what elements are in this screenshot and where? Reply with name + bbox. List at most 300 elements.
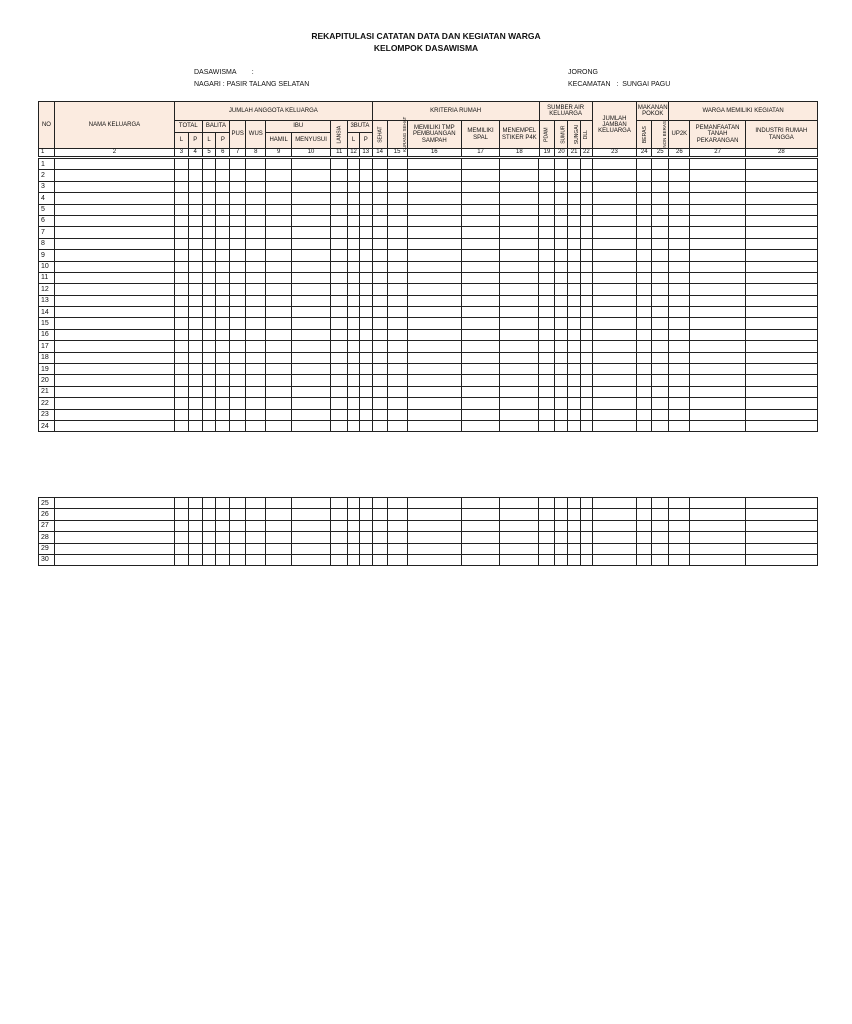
data-cell[interactable] <box>407 181 461 192</box>
data-cell[interactable] <box>291 364 330 375</box>
data-cell[interactable] <box>175 272 189 283</box>
data-cell[interactable] <box>461 159 499 170</box>
data-cell[interactable] <box>690 204 745 215</box>
data-cell[interactable] <box>669 170 690 181</box>
data-cell[interactable] <box>202 386 216 397</box>
data-cell[interactable] <box>175 420 189 431</box>
data-cell[interactable] <box>246 498 266 509</box>
data-cell[interactable] <box>372 181 387 192</box>
data-cell[interactable] <box>387 329 407 340</box>
data-cell[interactable] <box>216 318 230 329</box>
data-cell[interactable] <box>745 193 817 204</box>
data-cell[interactable] <box>690 420 745 431</box>
data-cell[interactable] <box>54 159 174 170</box>
data-cell[interactable] <box>348 215 360 226</box>
data-cell[interactable] <box>407 295 461 306</box>
data-cell[interactable] <box>652 215 669 226</box>
data-cell[interactable] <box>407 409 461 420</box>
data-cell[interactable] <box>372 227 387 238</box>
data-cell[interactable] <box>359 375 372 386</box>
data-cell[interactable] <box>387 532 407 543</box>
data-cell[interactable] <box>291 554 330 565</box>
data-cell[interactable] <box>266 227 292 238</box>
data-cell[interactable] <box>348 227 360 238</box>
data-cell[interactable] <box>745 498 817 509</box>
data-cell[interactable] <box>690 329 745 340</box>
data-cell[interactable] <box>652 227 669 238</box>
data-cell[interactable] <box>592 352 637 363</box>
data-cell[interactable] <box>54 318 174 329</box>
data-cell[interactable] <box>348 295 360 306</box>
data-cell[interactable] <box>637 352 652 363</box>
data-cell[interactable] <box>246 170 266 181</box>
data-cell[interactable] <box>690 181 745 192</box>
data-cell[interactable] <box>555 409 568 420</box>
data-cell[interactable] <box>387 520 407 531</box>
data-cell[interactable] <box>745 554 817 565</box>
data-cell[interactable] <box>580 318 592 329</box>
data-cell[interactable] <box>407 193 461 204</box>
data-cell[interactable] <box>745 204 817 215</box>
data-cell[interactable] <box>568 181 581 192</box>
data-cell[interactable] <box>461 318 499 329</box>
data-cell[interactable] <box>745 170 817 181</box>
data-cell[interactable] <box>500 318 539 329</box>
data-cell[interactable] <box>266 420 292 431</box>
data-cell[interactable] <box>407 352 461 363</box>
data-cell[interactable] <box>500 261 539 272</box>
data-cell[interactable] <box>175 227 189 238</box>
data-cell[interactable] <box>555 159 568 170</box>
data-cell[interactable] <box>580 543 592 554</box>
data-cell[interactable] <box>246 409 266 420</box>
data-cell[interactable] <box>500 181 539 192</box>
data-cell[interactable] <box>188 352 202 363</box>
data-cell[interactable] <box>202 341 216 352</box>
data-cell[interactable] <box>652 352 669 363</box>
data-cell[interactable] <box>175 284 189 295</box>
data-cell[interactable] <box>580 364 592 375</box>
data-cell[interactable] <box>580 170 592 181</box>
data-cell[interactable] <box>745 398 817 409</box>
data-cell[interactable] <box>331 520 348 531</box>
data-cell[interactable] <box>202 520 216 531</box>
data-cell[interactable] <box>230 159 246 170</box>
data-cell[interactable] <box>568 159 581 170</box>
data-cell[interactable] <box>291 341 330 352</box>
data-cell[interactable] <box>387 204 407 215</box>
data-cell[interactable] <box>359 181 372 192</box>
data-cell[interactable] <box>745 238 817 249</box>
data-cell[interactable] <box>331 181 348 192</box>
data-cell[interactable] <box>539 261 555 272</box>
data-cell[interactable] <box>54 509 174 520</box>
data-cell[interactable] <box>500 364 539 375</box>
data-cell[interactable] <box>637 204 652 215</box>
data-cell[interactable] <box>555 307 568 318</box>
data-cell[interactable] <box>745 543 817 554</box>
data-cell[interactable] <box>690 543 745 554</box>
data-cell[interactable] <box>230 520 246 531</box>
data-cell[interactable] <box>555 375 568 386</box>
data-cell[interactable] <box>539 420 555 431</box>
data-cell[interactable] <box>500 386 539 397</box>
data-cell[interactable] <box>291 204 330 215</box>
data-cell[interactable] <box>387 159 407 170</box>
data-cell[interactable] <box>331 284 348 295</box>
data-cell[interactable] <box>637 543 652 554</box>
data-cell[interactable] <box>652 159 669 170</box>
data-cell[interactable] <box>246 227 266 238</box>
data-cell[interactable] <box>188 420 202 431</box>
data-cell[interactable] <box>652 520 669 531</box>
data-cell[interactable] <box>539 543 555 554</box>
data-cell[interactable] <box>331 272 348 283</box>
data-cell[interactable] <box>637 170 652 181</box>
data-cell[interactable] <box>669 329 690 340</box>
data-cell[interactable] <box>216 238 230 249</box>
data-cell[interactable] <box>592 520 637 531</box>
data-cell[interactable] <box>652 250 669 261</box>
data-cell[interactable] <box>690 509 745 520</box>
data-cell[interactable] <box>359 364 372 375</box>
data-cell[interactable] <box>359 250 372 261</box>
data-cell[interactable] <box>331 341 348 352</box>
data-cell[interactable] <box>175 170 189 181</box>
data-cell[interactable] <box>266 250 292 261</box>
data-cell[interactable] <box>188 284 202 295</box>
data-cell[interactable] <box>230 532 246 543</box>
data-cell[interactable] <box>331 307 348 318</box>
data-cell[interactable] <box>246 159 266 170</box>
data-cell[interactable] <box>216 204 230 215</box>
data-cell[interactable] <box>500 159 539 170</box>
data-cell[interactable] <box>500 352 539 363</box>
data-cell[interactable] <box>580 204 592 215</box>
data-cell[interactable] <box>592 170 637 181</box>
data-cell[interactable] <box>555 364 568 375</box>
data-cell[interactable] <box>202 170 216 181</box>
data-cell[interactable] <box>745 307 817 318</box>
data-cell[interactable] <box>745 250 817 261</box>
data-cell[interactable] <box>652 284 669 295</box>
data-cell[interactable] <box>372 386 387 397</box>
data-cell[interactable] <box>188 250 202 261</box>
data-cell[interactable] <box>461 204 499 215</box>
data-cell[interactable] <box>580 272 592 283</box>
data-cell[interactable] <box>216 272 230 283</box>
data-cell[interactable] <box>188 227 202 238</box>
data-cell[interactable] <box>592 420 637 431</box>
data-cell[interactable] <box>54 284 174 295</box>
data-cell[interactable] <box>202 554 216 565</box>
data-cell[interactable] <box>216 509 230 520</box>
data-cell[interactable] <box>407 509 461 520</box>
data-cell[interactable] <box>652 307 669 318</box>
data-cell[interactable] <box>331 532 348 543</box>
data-cell[interactable] <box>580 498 592 509</box>
data-cell[interactable] <box>348 409 360 420</box>
data-cell[interactable] <box>372 261 387 272</box>
data-cell[interactable] <box>461 341 499 352</box>
data-cell[interactable] <box>539 170 555 181</box>
data-cell[interactable] <box>188 181 202 192</box>
data-cell[interactable] <box>555 543 568 554</box>
data-cell[interactable] <box>387 352 407 363</box>
data-cell[interactable] <box>216 159 230 170</box>
data-cell[interactable] <box>291 386 330 397</box>
data-cell[interactable] <box>387 307 407 318</box>
data-cell[interactable] <box>690 375 745 386</box>
data-cell[interactable] <box>291 352 330 363</box>
data-cell[interactable] <box>745 181 817 192</box>
data-cell[interactable] <box>188 554 202 565</box>
data-cell[interactable] <box>54 398 174 409</box>
data-cell[interactable] <box>555 250 568 261</box>
data-cell[interactable] <box>592 375 637 386</box>
data-cell[interactable] <box>266 375 292 386</box>
data-cell[interactable] <box>652 204 669 215</box>
data-cell[interactable] <box>372 409 387 420</box>
data-cell[interactable] <box>555 181 568 192</box>
data-cell[interactable] <box>348 509 360 520</box>
data-cell[interactable] <box>348 386 360 397</box>
data-cell[interactable] <box>500 409 539 420</box>
data-cell[interactable] <box>539 341 555 352</box>
data-cell[interactable] <box>745 375 817 386</box>
data-cell[interactable] <box>461 284 499 295</box>
data-cell[interactable] <box>216 364 230 375</box>
data-cell[interactable] <box>230 543 246 554</box>
data-cell[interactable] <box>291 318 330 329</box>
data-cell[interactable] <box>331 215 348 226</box>
data-cell[interactable] <box>407 215 461 226</box>
data-cell[interactable] <box>359 509 372 520</box>
data-cell[interactable] <box>230 364 246 375</box>
data-cell[interactable] <box>387 375 407 386</box>
data-cell[interactable] <box>291 159 330 170</box>
data-cell[interactable] <box>348 532 360 543</box>
data-cell[interactable] <box>592 498 637 509</box>
data-cell[interactable] <box>592 409 637 420</box>
data-cell[interactable] <box>291 215 330 226</box>
data-cell[interactable] <box>555 420 568 431</box>
data-cell[interactable] <box>246 295 266 306</box>
data-cell[interactable] <box>461 215 499 226</box>
data-cell[interactable] <box>387 398 407 409</box>
data-cell[interactable] <box>555 329 568 340</box>
data-cell[interactable] <box>592 272 637 283</box>
data-cell[interactable] <box>461 386 499 397</box>
data-cell[interactable] <box>331 318 348 329</box>
data-cell[interactable] <box>348 520 360 531</box>
data-cell[interactable] <box>188 329 202 340</box>
data-cell[interactable] <box>331 420 348 431</box>
data-cell[interactable] <box>652 409 669 420</box>
data-cell[interactable] <box>230 409 246 420</box>
data-cell[interactable] <box>580 307 592 318</box>
data-cell[interactable] <box>500 341 539 352</box>
data-cell[interactable] <box>592 215 637 226</box>
data-cell[interactable] <box>202 272 216 283</box>
data-cell[interactable] <box>266 238 292 249</box>
data-cell[interactable] <box>580 238 592 249</box>
data-cell[interactable] <box>637 261 652 272</box>
data-cell[interactable] <box>216 498 230 509</box>
data-cell[interactable] <box>372 250 387 261</box>
data-cell[interactable] <box>568 329 581 340</box>
data-cell[interactable] <box>202 509 216 520</box>
data-cell[interactable] <box>216 250 230 261</box>
data-cell[interactable] <box>348 420 360 431</box>
data-cell[interactable] <box>407 398 461 409</box>
data-cell[interactable] <box>230 318 246 329</box>
data-cell[interactable] <box>246 509 266 520</box>
data-cell[interactable] <box>372 170 387 181</box>
data-cell[interactable] <box>669 498 690 509</box>
data-cell[interactable] <box>407 341 461 352</box>
data-cell[interactable] <box>359 398 372 409</box>
data-cell[interactable] <box>580 329 592 340</box>
data-cell[interactable] <box>539 238 555 249</box>
data-cell[interactable] <box>539 181 555 192</box>
data-cell[interactable] <box>175 204 189 215</box>
data-cell[interactable] <box>230 375 246 386</box>
data-cell[interactable] <box>246 238 266 249</box>
data-cell[interactable] <box>246 181 266 192</box>
data-cell[interactable] <box>216 543 230 554</box>
data-cell[interactable] <box>555 272 568 283</box>
data-cell[interactable] <box>372 238 387 249</box>
data-cell[interactable] <box>539 215 555 226</box>
data-cell[interactable] <box>592 261 637 272</box>
data-cell[interactable] <box>568 543 581 554</box>
data-cell[interactable] <box>54 250 174 261</box>
data-cell[interactable] <box>348 250 360 261</box>
data-cell[interactable] <box>291 181 330 192</box>
data-cell[interactable] <box>652 341 669 352</box>
data-cell[interactable] <box>230 238 246 249</box>
data-cell[interactable] <box>246 341 266 352</box>
data-cell[interactable] <box>592 181 637 192</box>
data-cell[interactable] <box>580 352 592 363</box>
data-cell[interactable] <box>188 193 202 204</box>
data-cell[interactable] <box>652 329 669 340</box>
data-cell[interactable] <box>359 215 372 226</box>
data-cell[interactable] <box>637 307 652 318</box>
data-cell[interactable] <box>359 341 372 352</box>
data-cell[interactable] <box>246 193 266 204</box>
data-cell[interactable] <box>372 543 387 554</box>
data-cell[interactable] <box>669 215 690 226</box>
data-cell[interactable] <box>745 261 817 272</box>
data-cell[interactable] <box>669 250 690 261</box>
data-cell[interactable] <box>652 170 669 181</box>
data-cell[interactable] <box>461 352 499 363</box>
data-cell[interactable] <box>359 284 372 295</box>
data-cell[interactable] <box>266 295 292 306</box>
data-cell[interactable] <box>407 261 461 272</box>
data-cell[interactable] <box>188 532 202 543</box>
data-cell[interactable] <box>669 409 690 420</box>
data-cell[interactable] <box>230 307 246 318</box>
data-cell[interactable] <box>592 250 637 261</box>
data-cell[interactable] <box>230 284 246 295</box>
data-cell[interactable] <box>175 159 189 170</box>
data-cell[interactable] <box>331 261 348 272</box>
data-cell[interactable] <box>461 295 499 306</box>
data-cell[interactable] <box>202 238 216 249</box>
data-cell[interactable] <box>331 398 348 409</box>
data-cell[interactable] <box>348 329 360 340</box>
data-cell[interactable] <box>637 341 652 352</box>
data-cell[interactable] <box>372 498 387 509</box>
data-cell[interactable] <box>230 170 246 181</box>
data-cell[interactable] <box>202 498 216 509</box>
data-cell[interactable] <box>461 543 499 554</box>
data-cell[interactable] <box>555 261 568 272</box>
data-cell[interactable] <box>592 295 637 306</box>
data-cell[interactable] <box>266 509 292 520</box>
data-cell[interactable] <box>555 398 568 409</box>
data-cell[interactable] <box>246 520 266 531</box>
data-cell[interactable] <box>568 520 581 531</box>
data-cell[interactable] <box>291 250 330 261</box>
data-cell[interactable] <box>202 364 216 375</box>
data-cell[interactable] <box>266 181 292 192</box>
data-cell[interactable] <box>266 498 292 509</box>
data-cell[interactable] <box>54 352 174 363</box>
data-cell[interactable] <box>216 520 230 531</box>
data-cell[interactable] <box>266 193 292 204</box>
data-cell[interactable] <box>745 295 817 306</box>
data-cell[interactable] <box>539 409 555 420</box>
data-cell[interactable] <box>652 261 669 272</box>
data-cell[interactable] <box>246 215 266 226</box>
data-cell[interactable] <box>690 159 745 170</box>
data-cell[interactable] <box>291 509 330 520</box>
data-cell[interactable] <box>669 227 690 238</box>
data-cell[interactable] <box>539 532 555 543</box>
data-cell[interactable] <box>359 159 372 170</box>
data-cell[interactable] <box>745 509 817 520</box>
data-cell[interactable] <box>202 227 216 238</box>
data-cell[interactable] <box>592 193 637 204</box>
data-cell[interactable] <box>592 284 637 295</box>
data-cell[interactable] <box>580 375 592 386</box>
data-cell[interactable] <box>580 181 592 192</box>
data-cell[interactable] <box>669 272 690 283</box>
data-cell[interactable] <box>359 261 372 272</box>
data-cell[interactable] <box>188 409 202 420</box>
data-cell[interactable] <box>359 520 372 531</box>
data-cell[interactable] <box>568 409 581 420</box>
data-cell[interactable] <box>592 543 637 554</box>
data-cell[interactable] <box>348 498 360 509</box>
data-cell[interactable] <box>652 238 669 249</box>
data-cell[interactable] <box>500 295 539 306</box>
data-cell[interactable] <box>359 318 372 329</box>
data-cell[interactable] <box>387 554 407 565</box>
data-cell[interactable] <box>568 420 581 431</box>
data-cell[interactable] <box>407 543 461 554</box>
data-cell[interactable] <box>568 261 581 272</box>
data-cell[interactable] <box>745 420 817 431</box>
data-cell[interactable] <box>202 181 216 192</box>
data-cell[interactable] <box>539 284 555 295</box>
data-cell[interactable] <box>407 204 461 215</box>
data-cell[interactable] <box>331 409 348 420</box>
